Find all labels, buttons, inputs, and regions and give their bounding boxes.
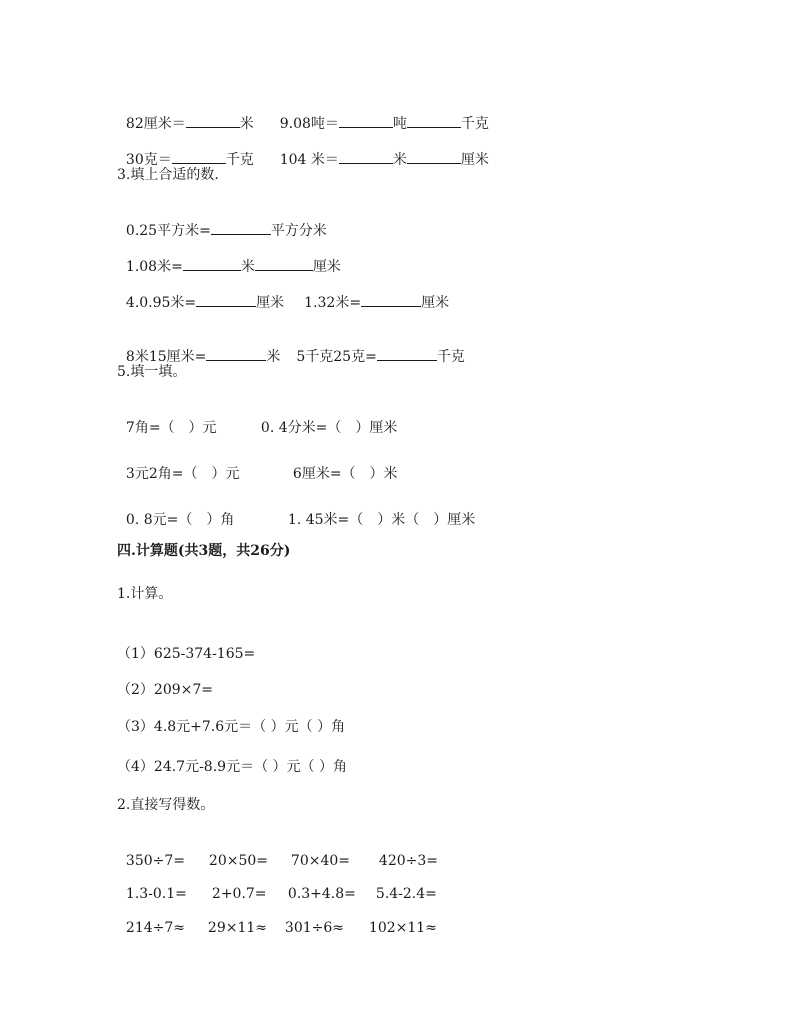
fill-line-3: 0. 8元=（ ）角 1. 45米=（ ）米（ ）厘米 xyxy=(125,512,476,528)
calc-item-2: （2）209×7= xyxy=(117,682,213,698)
conversion-line-1: 82厘米＝ 米 9.08吨＝ 吨 千克 xyxy=(117,93,489,134)
conversion-line-7: 8米15厘米= 米 5千克25克= 千克 xyxy=(117,326,465,367)
calc-item-4: （4）24.7元-8.9元＝（ ）元（ ）角 xyxy=(117,759,347,775)
conversion-line-6: 4.0.95米= 厘米 1.32米= 厘米 xyxy=(117,272,449,313)
answer-blank[interactable] xyxy=(186,113,240,128)
conversion-line-5: 1.08米= 米 厘米 xyxy=(117,236,341,277)
calc-item-1: （1）625-374-165= xyxy=(117,646,256,662)
answer-blank[interactable] xyxy=(211,220,271,235)
question-5-title: 5.填一填。 xyxy=(117,364,187,380)
answer-blank[interactable] xyxy=(407,149,461,164)
mental-math-row-2: 1.3-0.1= 2+0.7= 0.3+4.8= 5.4-2.4= xyxy=(125,886,437,902)
answer-blank[interactable] xyxy=(377,346,437,361)
answer-blank[interactable] xyxy=(339,113,393,128)
calc-item-3: （3）4.8元+7.6元＝（ ）元（ ）角 xyxy=(117,719,346,735)
conversion-line-4: 0.25平方米= 平方分米 xyxy=(117,200,327,241)
answer-blank[interactable] xyxy=(361,292,421,307)
mental-math-row-1: 350÷7= 20×50= 70×40= 420÷3= xyxy=(125,853,438,869)
section-4-heading: 四.计算题(共3题，共26分) xyxy=(117,543,291,559)
answer-blank[interactable] xyxy=(339,149,393,164)
conversion-line-2: 30克＝ 千克 104 米＝ 米 厘米 xyxy=(117,129,489,170)
mental-math-row-3: 214÷7≈ 29×11≈ 301÷6≈ 102×11≈ xyxy=(125,920,437,936)
question-2-title: 2.直接写得数。 xyxy=(117,797,215,813)
answer-blank[interactable] xyxy=(196,292,256,307)
answer-blank[interactable] xyxy=(407,113,461,128)
question-3-title: 3.填上合适的数. xyxy=(117,167,219,183)
answer-blank[interactable] xyxy=(172,149,226,164)
fill-line-1: 7角=（ ）元 0. 4分米=（ ）厘米 xyxy=(125,420,398,436)
answer-blank[interactable] xyxy=(206,346,266,361)
fill-line-2: 3元2角=（ ）元 6厘米=（ ）米 xyxy=(125,466,398,482)
answer-blank[interactable] xyxy=(255,256,313,271)
question-1-title: 1.计算。 xyxy=(117,586,173,602)
answer-blank[interactable] xyxy=(183,256,241,271)
